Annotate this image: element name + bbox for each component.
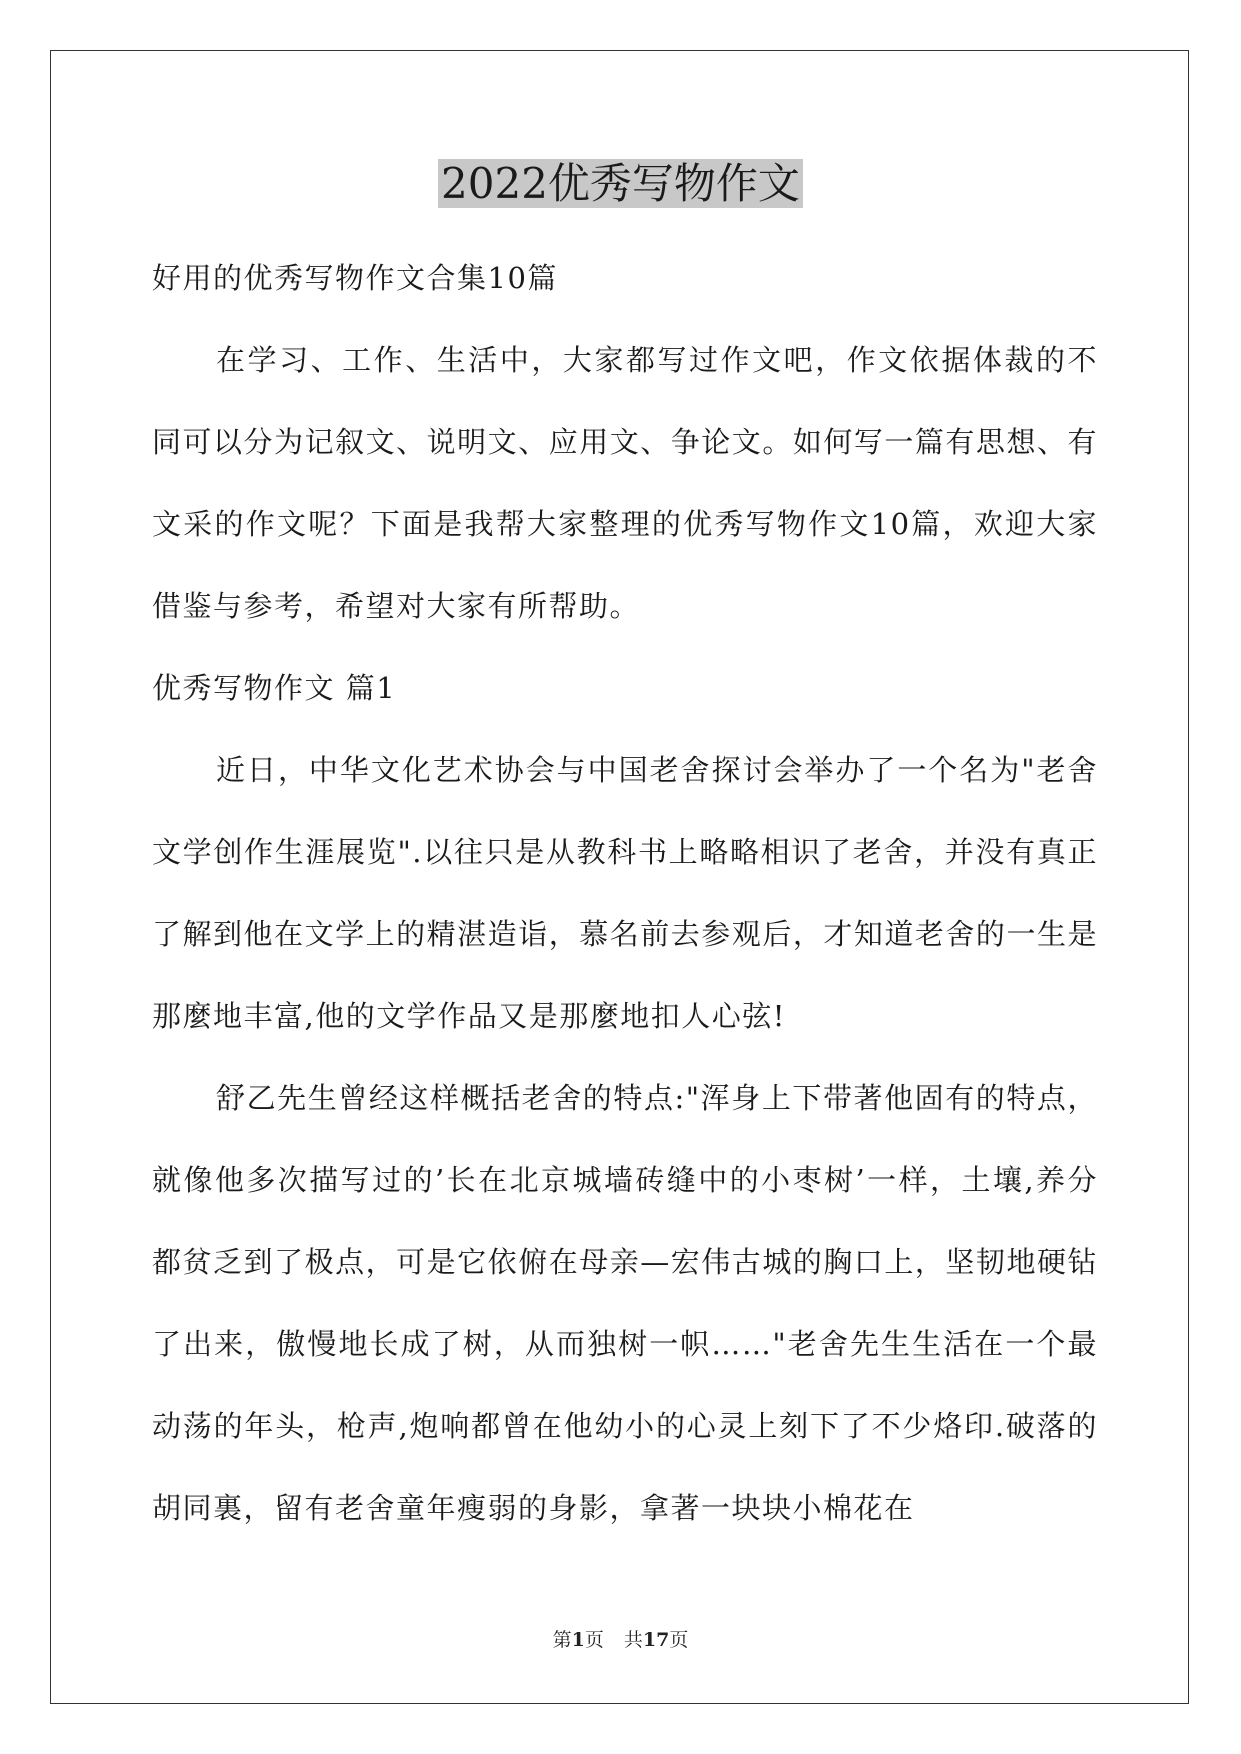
- document-body: [152, 237, 1098, 1549]
- body-paragraph: 舒乙先生曾经这样概括老舍的特点:"浑身上下带著他固有的特点，就像他多次描写过的’长在北京城墙砖缝中的小枣树’一样，土壤,养分都贫乏到了极点，可是它依俯在母亲—宏伟古城的胸口上，坚韧地硬钻了出来，傲慢地长成了树，从而独树一帜……"老舍先生生活在一个最动荡的年头，枪声,炮响都曾在他幼小的心灵上刻下了不少烙印.破落的胡同裏，留有老舍童年瘦弱的身影，拿著一块块小棉花在: [152, 1081, 1098, 1525]
- document-title: [0, 154, 1241, 214]
- document-title-text: 2022优秀写物作文: [438, 159, 803, 208]
- page-footer: [0, 1626, 1241, 1654]
- total-pages-number: 17: [642, 1629, 670, 1651]
- total-suffix: 页: [669, 1629, 689, 1651]
- page-suffix: 页: [584, 1629, 604, 1651]
- page-prefix: 第: [552, 1629, 572, 1651]
- total-prefix: 共: [623, 1629, 643, 1651]
- body-paragraph: 近日，中华文化艺术协会与中国老舍探讨会举办了一个名为"老舍文学创作生涯展览".以往只是从教科书上略略相识了老舍，并没有真正了解到他在文学上的精湛造诣，慕名前去参观后，才知道老舍的一生是那麼地丰富,他的文学作品又是那麼地扣人心弦!: [152, 753, 1098, 1033]
- collection-subtitle: 好用的优秀写物作文合集10篇: [152, 261, 558, 295]
- intro-paragraph: 在学习、工作、生活中，大家都写过作文吧，作文依据体裁的不同可以分为记叙文、说明文、应用文、争论文。如何写一篇有思想、有文采的作文呢？下面是我帮大家整理的优秀写物作文10篇，欢迎大家借鉴与参考，希望对大家有所帮助。: [152, 343, 1098, 623]
- essay-heading: 优秀写物作文 篇1: [152, 671, 397, 705]
- current-page-number: 1: [571, 1629, 585, 1651]
